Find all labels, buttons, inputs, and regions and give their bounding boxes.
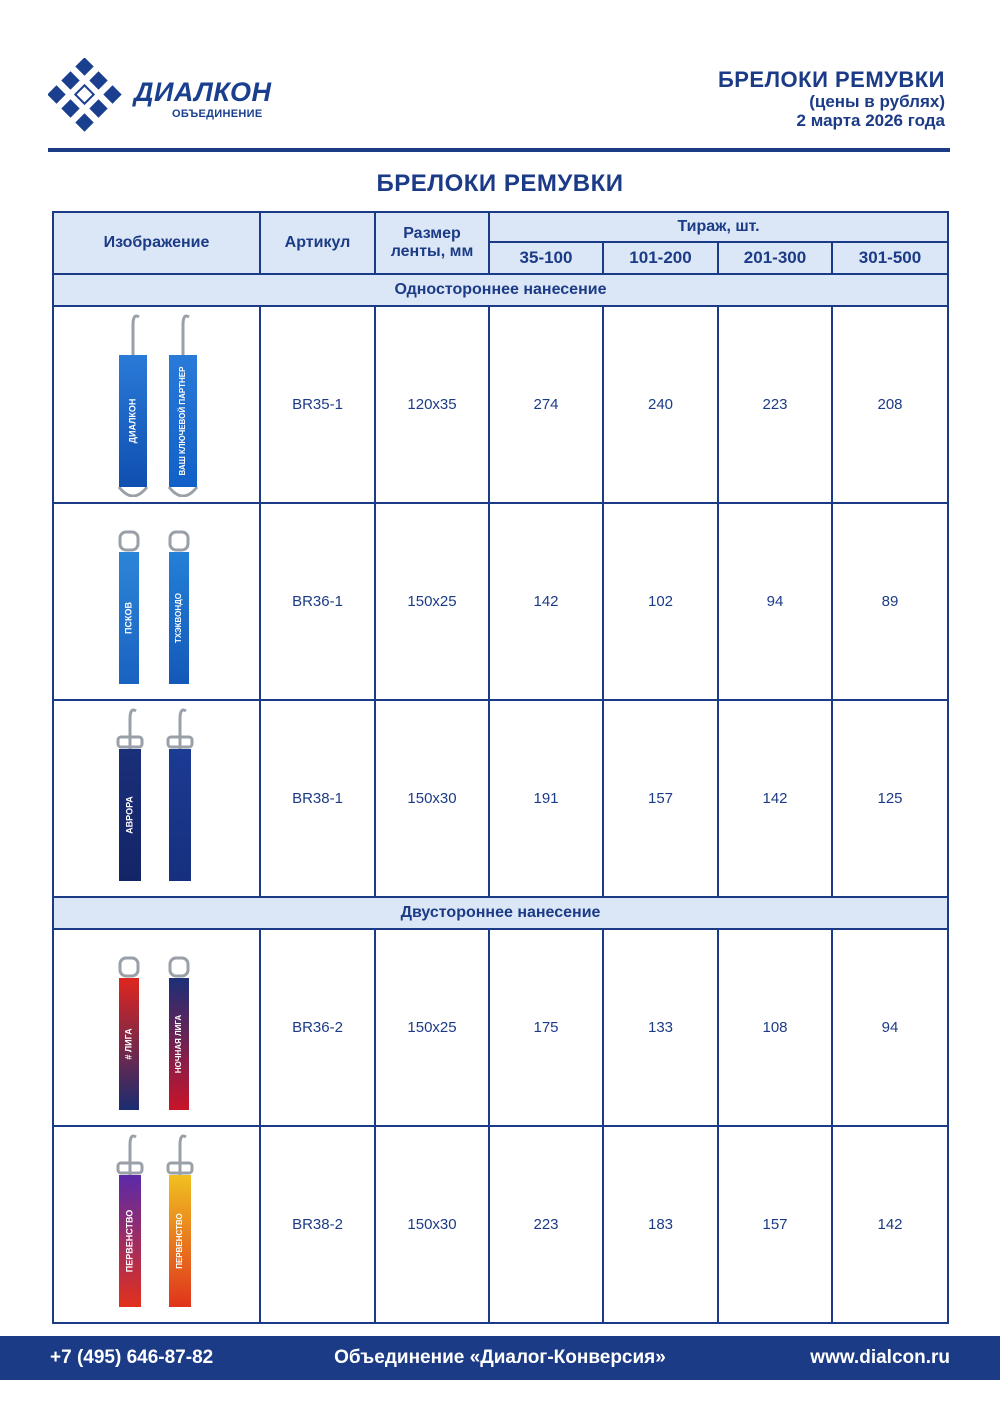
col-header-size: Размер ленты, мм	[375, 212, 489, 274]
header-subtitle: (цены в рублях)	[809, 92, 945, 111]
section-row	[53, 274, 948, 306]
price-cell-run-3: 142	[718, 700, 832, 897]
product-row	[53, 503, 948, 700]
product-row	[53, 700, 948, 897]
price-cell-run-3: 157	[718, 1126, 832, 1323]
section-title: Двустороннее нанесение	[53, 897, 948, 929]
product-image-cell	[53, 929, 260, 1126]
article-cell: BR36-1	[260, 503, 375, 700]
keychain-strap-image	[57, 1127, 257, 1317]
col-header-run: Тираж, шт.	[489, 212, 948, 242]
col-header-article: Артикул	[260, 212, 375, 274]
section-title: Одностороннее нанесение	[53, 274, 948, 306]
product-image-cell	[53, 700, 260, 897]
product-image-cell	[53, 503, 260, 700]
col-header-run-3: 201-300	[718, 242, 832, 274]
page-title: БРЕЛОКИ РЕМУВКИ	[376, 170, 624, 197]
size-cell: 120x35	[375, 306, 489, 503]
price-cell-run-3: 108	[718, 929, 832, 1126]
product-row	[53, 306, 948, 503]
size-cell: 150x30	[375, 700, 489, 897]
size-cell: 150x25	[375, 929, 489, 1126]
price-cell-run-2: 102	[603, 503, 718, 700]
document-header	[718, 68, 945, 131]
price-cell-run-2: 183	[603, 1126, 718, 1323]
article-cell: BR38-2	[260, 1126, 375, 1323]
section-row	[53, 897, 948, 929]
header-divider	[48, 148, 950, 152]
footer-website[interactable]: www.dialcon.ru	[810, 1347, 950, 1368]
logo-name: ДИАЛКОН	[134, 77, 272, 107]
size-cell: 150x25	[375, 503, 489, 700]
company-logo	[48, 58, 272, 136]
strap-right-label: НОЧНАЯ ЛИГА	[173, 1014, 183, 1074]
strap-left-label: # ЛИГА	[122, 1028, 133, 1060]
price-cell-run-1: 175	[489, 929, 603, 1126]
footer-phone[interactable]: +7 (495) 646-87-82	[50, 1347, 214, 1368]
strap-left-label: ДИАЛКОН	[126, 398, 137, 444]
price-table	[52, 211, 949, 1324]
price-cell-run-3: 223	[718, 306, 832, 503]
col-header-run-1: 35-100	[489, 242, 603, 274]
price-cell-run-4: 89	[832, 503, 948, 700]
strap-right-label: ПЕРВЕНСТВО	[174, 1213, 184, 1269]
price-cell-run-2: 133	[603, 929, 718, 1126]
keychain-strap-image	[57, 930, 257, 1120]
price-cell-run-4: 94	[832, 929, 948, 1126]
product-image-cell	[53, 306, 260, 503]
col-header-run-2: 101-200	[603, 242, 718, 274]
strap-left-label: АВРОРА	[123, 796, 134, 834]
product-row	[53, 1126, 948, 1323]
price-cell-run-3: 94	[718, 503, 832, 700]
diamond-grid-icon	[48, 58, 134, 136]
product-row	[53, 929, 948, 1126]
size-cell: 150x30	[375, 1126, 489, 1323]
price-cell-run-1: 191	[489, 700, 603, 897]
product-image-cell	[53, 1126, 260, 1323]
logo-subtitle: ОБЪЕДИНЕНИЕ	[172, 108, 263, 120]
article-cell: BR38-1	[260, 700, 375, 897]
header-date: 2 марта 2026 года	[796, 111, 945, 130]
keychain-strap-image	[57, 701, 257, 891]
keychain-strap-image	[57, 504, 257, 694]
price-cell-run-1: 142	[489, 503, 603, 700]
col-header-run-4: 301-500	[832, 242, 948, 274]
header-title: БРЕЛОКИ РЕМУВКИ	[717, 67, 945, 92]
price-cell-run-1: 223	[489, 1126, 603, 1323]
price-cell-run-4: 125	[832, 700, 948, 897]
keychain-strap-image	[57, 307, 257, 497]
strap-left-label: ПСКОВ	[122, 602, 133, 634]
footer-bar	[0, 1336, 1000, 1380]
strap-left-label: ПЕРВЕНСТВО	[123, 1209, 134, 1273]
price-cell-run-2: 157	[603, 700, 718, 897]
article-cell: BR35-1	[260, 306, 375, 503]
footer-org: Объединение «Диалог-Конверсия»	[334, 1347, 666, 1368]
price-cell-run-4: 142	[832, 1126, 948, 1323]
col-header-image: Изображение	[53, 212, 260, 274]
price-cell-run-1: 274	[489, 306, 603, 503]
article-cell: BR36-2	[260, 929, 375, 1126]
strap-right-label: ТХЭКВОНДО	[173, 592, 183, 644]
price-cell-run-4: 208	[832, 306, 948, 503]
price-cell-run-2: 240	[603, 306, 718, 503]
strap-right-label: ВАШ КЛЮЧЕВОЙ ПАРТНЕР	[177, 366, 187, 476]
